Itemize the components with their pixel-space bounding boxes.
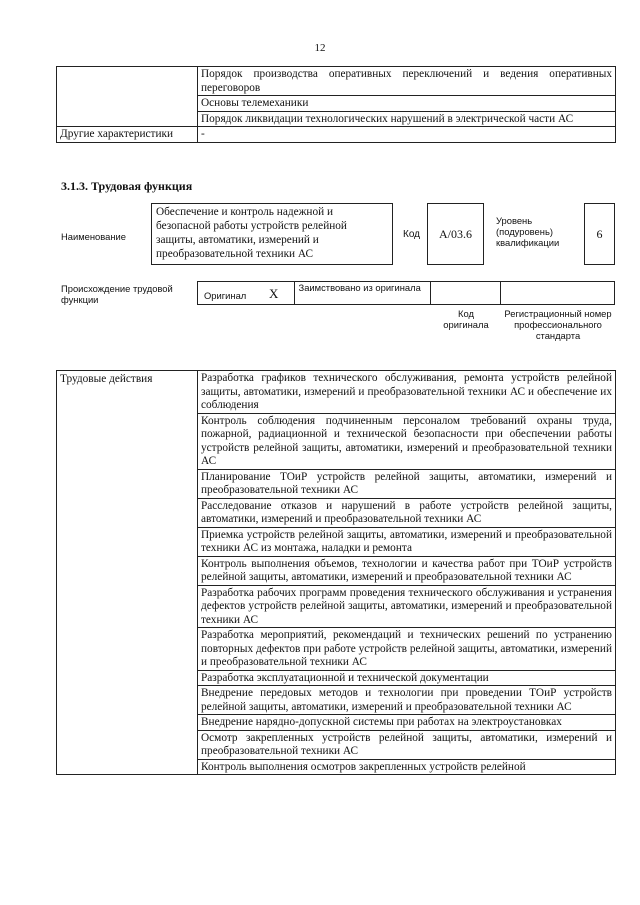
reg-number-caption: Регистрационный номер профессионального стандарта (504, 308, 612, 341)
knowledge-item: Порядок производства оперативных переключений и ведения оперативных переговоров (198, 67, 616, 96)
labor-action: Осмотр закрепленных устройств релейной защиты, автоматики, измерений и преобразовательной техники АС (198, 730, 616, 759)
labor-action: Разработка графиков технического обслуживания, ремонта устройств релейной защиты, автоматики, измерений и преобразовательной техники АС и обеспечение их соблюдения (198, 371, 616, 414)
labor-action: Расследование отказов и нарушений в работе устройств релейной защиты, автоматики, измерений и преобразовательной техники АС (198, 498, 616, 527)
reg-number-cell (501, 282, 614, 304)
code-caption: Код оригинала (443, 308, 489, 330)
borrowed-cell (295, 282, 431, 304)
qualification-level-box (584, 203, 615, 265)
function-code-box (427, 203, 484, 265)
knowledge-item: Порядок ликвидации технологических нарушений в электрической части АС (198, 111, 616, 127)
original-cell (198, 282, 295, 304)
code-label: Код (403, 229, 421, 240)
empty-label-cell (57, 67, 198, 127)
labor-actions-table (56, 370, 616, 775)
original-label: Оригинал (204, 290, 247, 301)
name-label: Наименование (61, 231, 126, 242)
labor-action: Контроль выполнения объемов, технологии и качества работ при ТОиР устройств релейной защиты, автоматики, измерений и преобразовательной техники АС (198, 556, 616, 585)
origin-label: Происхождение трудовой функции (61, 283, 173, 305)
section-title: 3.1.3. Трудовая функция (61, 179, 193, 193)
knowledge-item: Основы телемеханики (198, 96, 616, 112)
original-code-cell (431, 282, 501, 304)
other-characteristics-label: Другие характеристики (57, 127, 198, 143)
page-number: 12 (314, 42, 326, 54)
original-mark: X (269, 286, 279, 301)
labor-action: Разработка мероприятий, рекомендаций и технических решений по устранению повторных дефектов при работе устройств релейной защиты, автоматики, измерений и преобразовательной техники АС (198, 628, 616, 671)
function-name-box: Обеспечение и контроль надежной и безопасной работы устройств релейной защиты, автоматики, измерений и преобразовательной техники АС (151, 203, 393, 265)
labor-action: Контроль соблюдения подчиненным персоналом требований охраны труда, пожарной, радиационной и технической безопасности при обеспечении работы устройств релейной защиты, автоматики, измерений и преобразовательной техники АС (198, 413, 616, 469)
borrowed-label: Заимствовано из оригинала (298, 282, 421, 293)
labor-action: Внедрение нарядно-допускной системы при работах на электроустановках (198, 715, 616, 731)
labor-action: Контроль выполнения осмотров закрепленных устройств релейной (198, 759, 616, 775)
other-characteristics-value: - (198, 127, 616, 143)
qualification-level: 6 (596, 226, 603, 241)
labor-action: Разработка рабочих программ проведения технического обслуживания и устранения дефектов устройств релейной защиты, автоматики, измерений и преобразовательной техники АС (198, 585, 616, 628)
function-code: А/03.6 (439, 226, 472, 241)
labor-action: Разработка эксплуатационной и технической документации (198, 670, 616, 686)
knowledge-table (56, 66, 616, 143)
labor-action: Приемка устройств релейной защиты, автоматики, измерений и преобразовательной техники АС из монтажа, наладки и ремонта (198, 527, 616, 556)
labor-action: Планирование ТОиР устройств релейной защиты, автоматики, измерений и преобразовательной техники АС (198, 469, 616, 498)
qualification-level-label: Уровень (подуровень) квалификации (496, 215, 560, 248)
labor-actions-label: Трудовые действия (57, 371, 198, 775)
origin-row (197, 281, 615, 305)
labor-action: Внедрение передовых методов и технологии при проведении ТОиР устройств релейной защиты, автоматики, измерений и преобразовательной техники АС (198, 686, 616, 715)
